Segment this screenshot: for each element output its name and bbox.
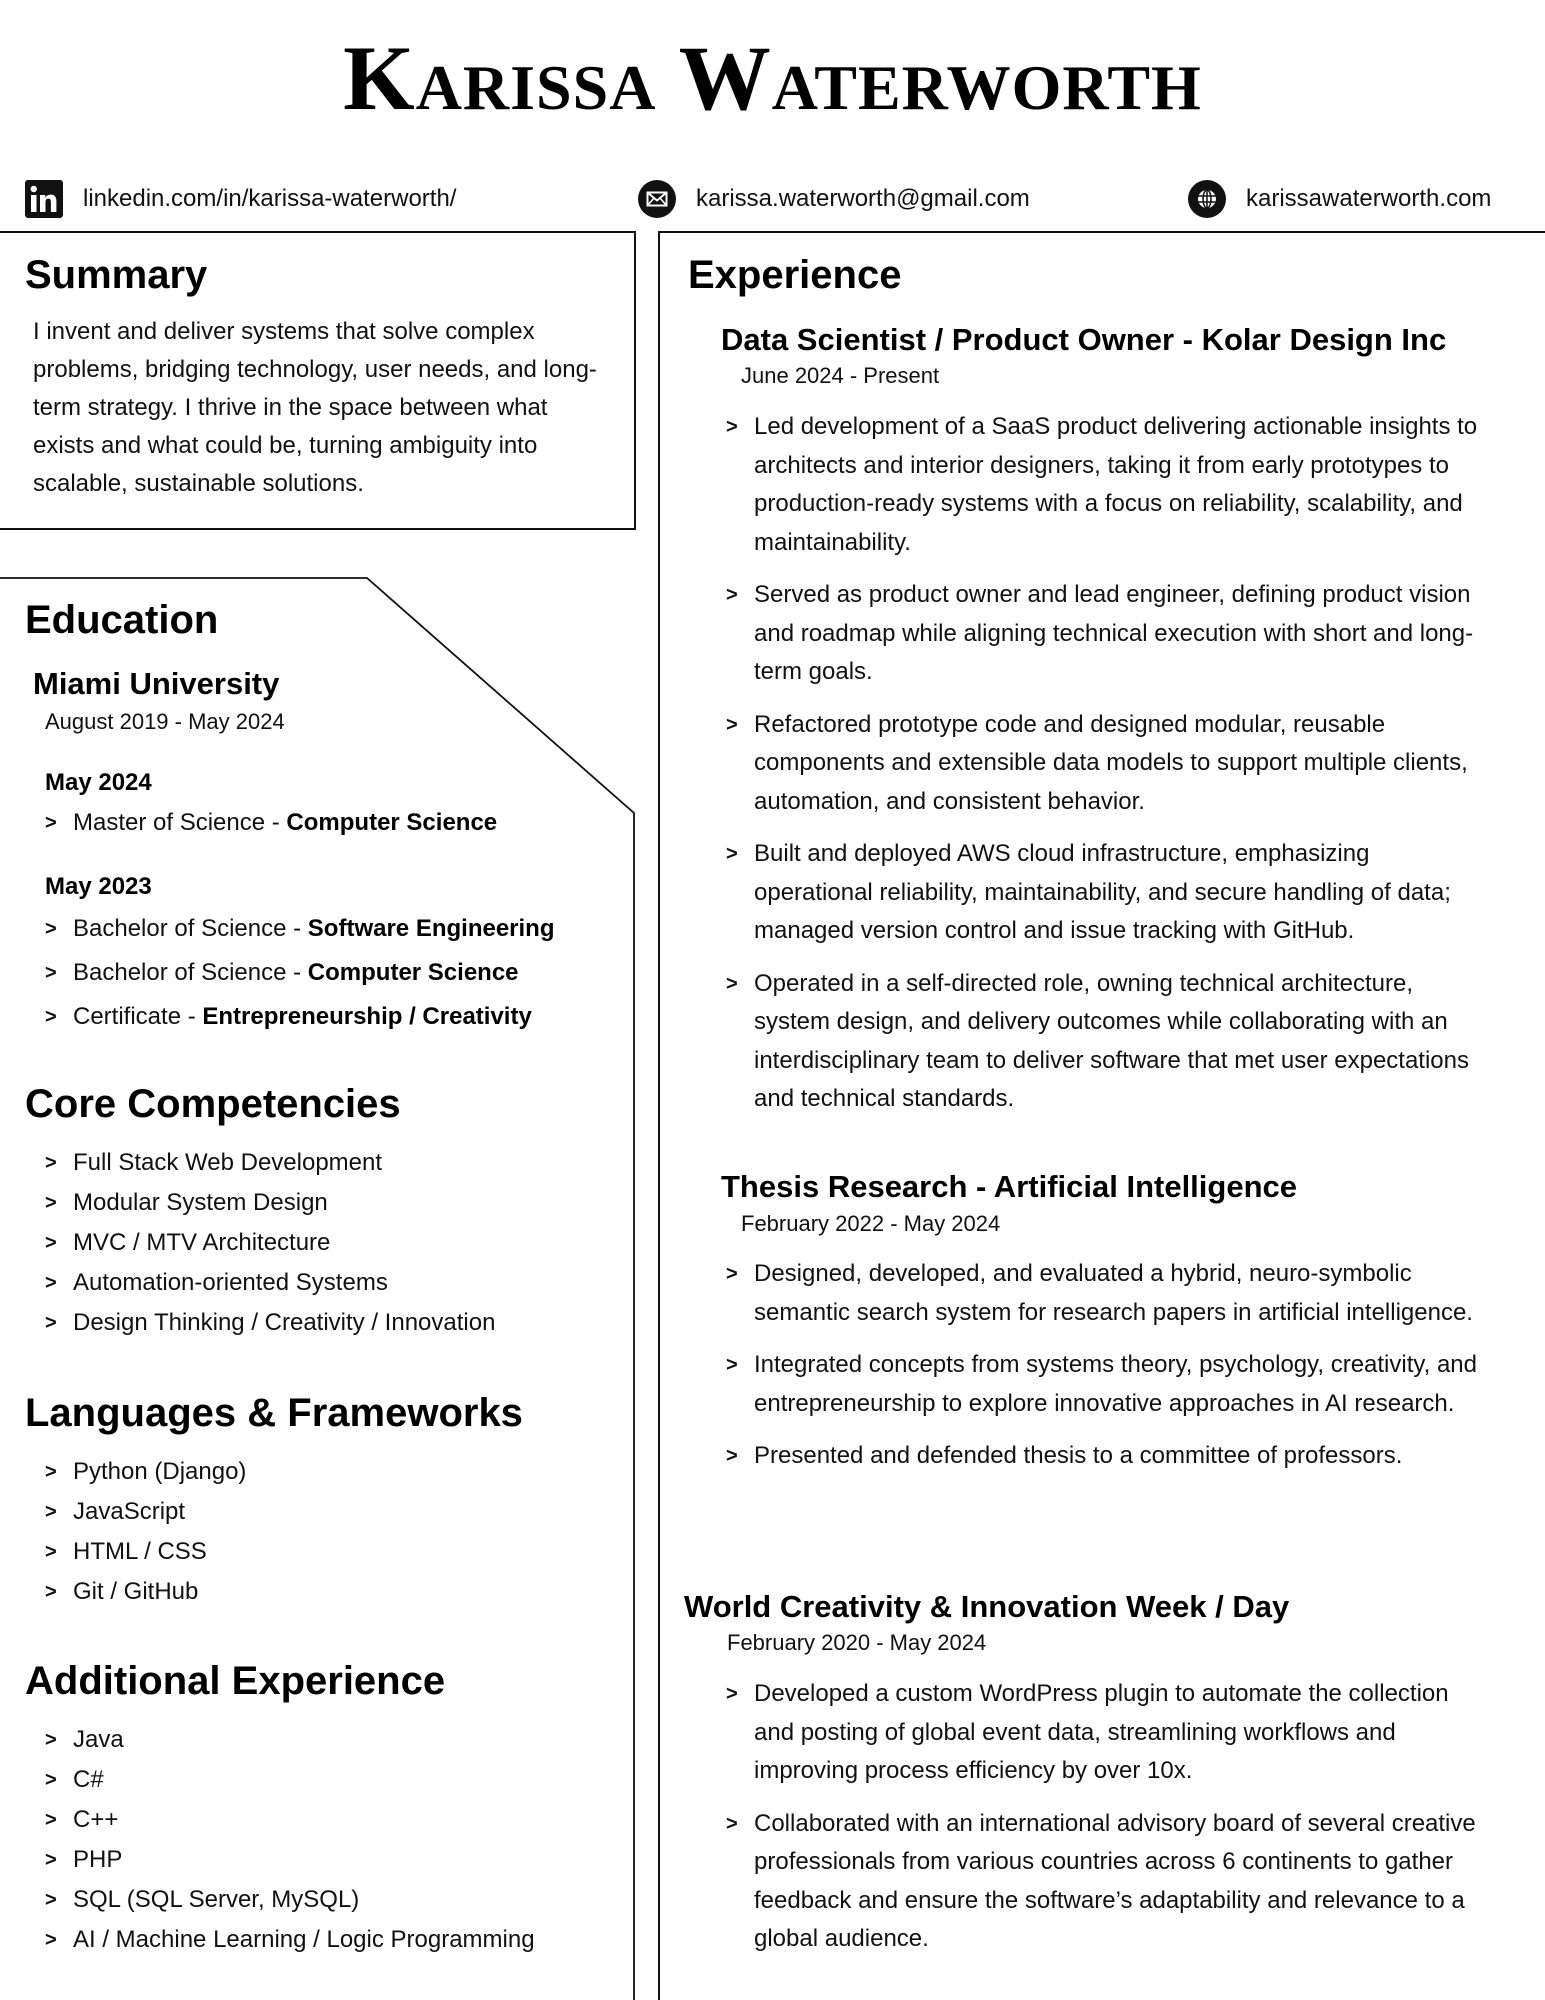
list-item: > Led development of a SaaS product delivering actionable insights to architects and interior designers, taking it from early prototypes to production-ready systems with a focus on reliability, scalability, and maintainability. (726, 408, 1491, 562)
list-item: > HTML / CSS (45, 1532, 246, 1572)
list-item: > C# (45, 1760, 535, 1800)
chevron-right-icon: > (45, 1581, 57, 1603)
list-item: > Modular System Design (45, 1183, 495, 1223)
list-item: > Full Stack Web Development (45, 1143, 495, 1183)
chevron-right-icon: > (726, 1263, 738, 1285)
list-item: > PHP (45, 1840, 535, 1880)
job-bullets (726, 1255, 1491, 1490)
email-icon (638, 180, 676, 218)
languages-list (45, 1452, 246, 1612)
chevron-right-icon: > (726, 1354, 738, 1376)
summary-text: I invent and deliver systems that solve complex problems, bridging technology, user needs, and long-term strategy. I thrive in the space between what exists and what could be, turning ambiguity into scalable, sustainable solutions. (33, 318, 597, 497)
languages-heading: Languages & Frameworks (25, 1391, 523, 1435)
list-item: > Designed, developed, and evaluated a hybrid, neuro-symbolic semantic search system for research papers in artificial intelligence. (726, 1255, 1491, 1332)
list-item: > SQL (SQL Server, MySQL) (45, 1880, 535, 1920)
core-competencies-list (45, 1143, 495, 1343)
list-item: > Presented and defended thesis to a committee of professors. (726, 1437, 1491, 1476)
chevron-right-icon: > (726, 843, 738, 865)
contact-linkedin[interactable] (25, 179, 456, 219)
list-item: > Java (45, 1720, 535, 1760)
chevron-right-icon: > (45, 918, 57, 940)
list-item: > Integrated concepts from systems theory, psychology, creativity, and entrepreneurship to explore innovative approaches in AI research. (726, 1346, 1491, 1423)
chevron-right-icon: > (45, 1729, 57, 1751)
job-dates: February 2020 - May 2024 (727, 1630, 987, 1655)
chevron-right-icon: > (45, 1461, 57, 1483)
chevron-right-icon: > (45, 1849, 57, 1871)
list-item: > Design Thinking / Creativity / Innovation (45, 1303, 495, 1343)
chevron-right-icon: > (45, 1152, 57, 1174)
job-title: Data Scientist / Product Owner - Kolar Design Inc (721, 322, 1447, 357)
contact-email[interactable] (638, 179, 1030, 219)
degree-item: > Bachelor of Science - Software Engineering (45, 907, 555, 951)
list-item: > Refactored prototype code and designed modular, reusable components and extensible data models to support multiple clients, automation, and consistent behavior. (726, 706, 1491, 822)
chevron-right-icon: > (45, 1272, 57, 1294)
degree-list-2023 (45, 907, 555, 1039)
chevron-right-icon: > (45, 812, 57, 834)
linkedin-url[interactable]: linkedin.com/in/karissa-waterworth/ (83, 185, 457, 212)
website-url[interactable]: karissawaterworth.com (1246, 185, 1492, 212)
list-item: > Python (Django) (45, 1452, 246, 1492)
degree-date-2024: May 2024 (45, 769, 152, 796)
chevron-right-icon: > (45, 962, 57, 984)
list-item: > Collaborated with an international advisory board of several creative professionals from various countries across 6 continents to gather feedback and ensure the software’s adaptability and relevance to a global audience. (726, 1805, 1491, 1959)
education-heading: Education (25, 598, 219, 642)
chevron-right-icon: > (726, 1683, 738, 1705)
core-competencies-heading: Core Competencies (25, 1082, 401, 1126)
degree-item: > Certificate - Entrepreneurship / Creativity (45, 995, 555, 1039)
job-title: World Creativity & Innovation Week / Day (684, 1589, 1290, 1624)
chevron-right-icon: > (45, 1769, 57, 1791)
degree-list-2024 (45, 803, 497, 843)
chevron-right-icon: > (45, 1192, 57, 1214)
school-name: Miami University (33, 666, 280, 701)
summary-heading: Summary (25, 253, 208, 297)
chevron-right-icon: > (726, 584, 738, 606)
globe-icon (1188, 180, 1226, 218)
contact-website[interactable] (1188, 179, 1491, 219)
list-item: > AI / Machine Learning / Logic Programming (45, 1920, 535, 1960)
chevron-right-icon: > (726, 1812, 738, 1835)
chevron-right-icon: > (45, 1541, 57, 1563)
chevron-right-icon: > (45, 1232, 57, 1254)
additional-experience-heading: Additional Experience (25, 1659, 446, 1703)
list-item: > Served as product owner and lead engineer, defining product vision and roadmap while aligning technical execution with short and long-term goals. (726, 576, 1491, 692)
experience-heading: Experience (688, 253, 902, 297)
list-item: > JavaScript (45, 1492, 246, 1532)
list-item: > Developed a custom WordPress plugin to automate the collection and posting of global event data, streamlining workflows and improving process efficiency by over 10x. (726, 1675, 1491, 1791)
list-item: > Built and deployed AWS cloud infrastructure, emphasizing operational reliability, maintainability, and secure handling of data; managed version control and issue tracking with GitHub. (726, 835, 1491, 951)
chevron-right-icon: > (726, 713, 738, 736)
chevron-right-icon: > (45, 1809, 57, 1831)
chevron-right-icon: > (726, 1445, 738, 1467)
chevron-right-icon: > (726, 416, 738, 438)
linkedin-icon (25, 180, 63, 218)
job-title: Thesis Research - Artificial Intelligence (721, 1169, 1297, 1204)
job-dates: June 2024 - Present (741, 363, 940, 388)
degree-date-2023: May 2023 (45, 873, 152, 900)
school-dates: August 2019 - May 2024 (45, 709, 285, 734)
job-bullets (726, 1675, 1491, 1973)
email-address[interactable]: karissa.waterworth@gmail.com (696, 185, 1030, 212)
list-item: > C++ (45, 1800, 535, 1840)
degree-item: > Master of Science - Computer Science (45, 803, 497, 843)
list-item: > MVC / MTV Architecture (45, 1223, 495, 1263)
list-item: > Operated in a self-directed role, owning technical architecture, system design, and delivery outcomes while collaborating with an interdisciplinary team to deliver software that met user expectations and technical standards. (726, 965, 1491, 1119)
chevron-right-icon: > (45, 1929, 57, 1951)
list-item: > Git / GitHub (45, 1572, 246, 1612)
chevron-right-icon: > (45, 1312, 57, 1334)
job-bullets (726, 408, 1491, 1133)
chevron-right-icon: > (45, 1501, 57, 1523)
additional-experience-list (45, 1720, 535, 1960)
chevron-right-icon: > (726, 972, 738, 995)
chevron-right-icon: > (45, 1889, 57, 1911)
chevron-right-icon: > (45, 1006, 57, 1028)
list-item: > Automation-oriented Systems (45, 1263, 495, 1303)
job-dates: February 2022 - May 2024 (741, 1211, 1001, 1236)
candidate-name: Karissa Waterworth (343, 27, 1202, 129)
degree-item: > Bachelor of Science - Computer Science (45, 951, 555, 995)
